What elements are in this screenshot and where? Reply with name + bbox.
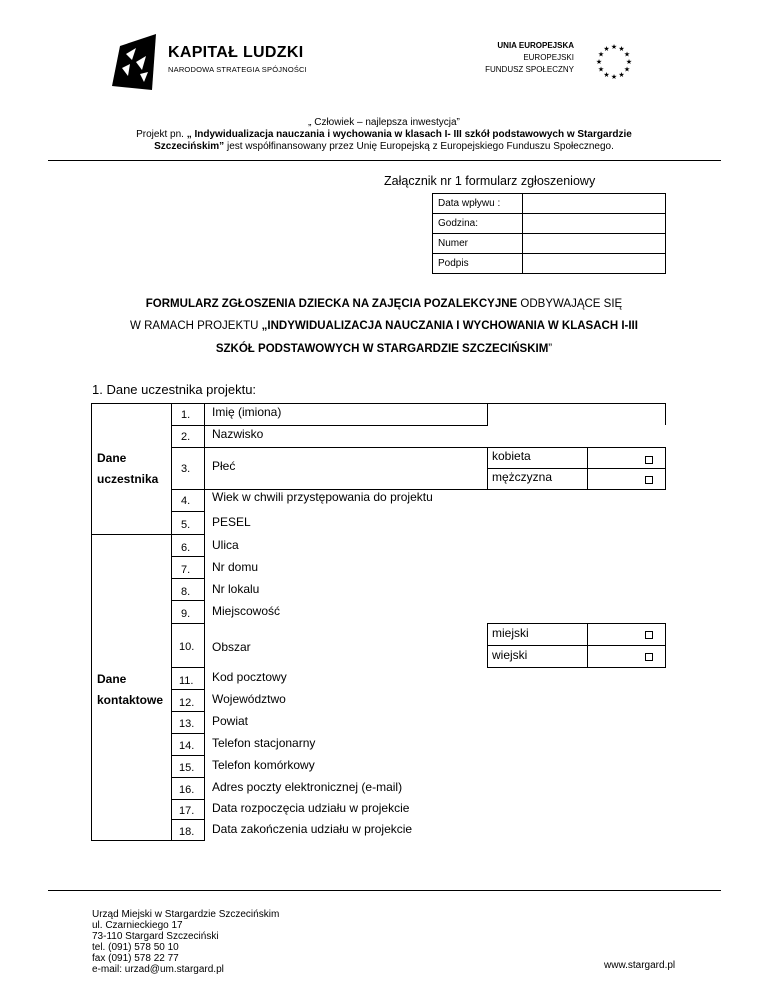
field-label-gender: Płeć [212,459,236,473]
eu-star-icon: ★ [618,45,625,53]
eu-star-icon: ★ [610,43,618,51]
field-label-house-number: Nr domu [212,560,259,574]
field-number: 15. [179,762,195,774]
field-label-voivodeship: Województwo [212,692,286,706]
field-label-end-date: Data zakończenia udziału w projekcie [212,822,413,836]
form-row-line [171,623,205,624]
field-number: 8. [181,586,191,598]
footer-address: Urząd Miejski w Stargardzie Szczecińskim ul. Czarnieckiego 17 73-110 Stargard Szczeciński tel. (091) 578 50 10 fax (091) 578 22 77 e-mail: urzad@um.stargard.pl [92,909,280,975]
eu-star-icon: ★ [625,58,633,66]
motto: „ Człowiek – najlepsza inwestycja” [308,117,460,128]
field-number: 12. [179,697,195,709]
form-row-line [171,600,205,601]
group-contact-line-1: Dane [97,672,127,686]
eu-logo [472,38,648,90]
form-row-line [171,425,488,426]
field-number: 11. [179,675,194,687]
eu-star-icon: ★ [618,71,625,79]
field-label-age: Wiek w chwili przystępowania do projektu [212,490,433,504]
form-row-line [171,777,205,778]
option-rural-label: wiejski [492,648,528,662]
intake-row [433,234,666,254]
eu-star-icon: ★ [623,65,631,74]
option-male-checkbox[interactable] [645,476,653,484]
project-suffix: jest współfinansowany przez Unię Europejską z Europejskiego Funduszu Społecznego. [224,141,614,152]
form-row-line [171,689,205,690]
footer-divider [48,890,721,891]
field-label-pesel: PESEL [212,515,251,529]
field-number: 3. [181,463,191,475]
field-number: 7. [181,564,191,576]
form-group-line [91,534,205,535]
kapital-ludzki-subtitle: NARODOWA STRATEGIA SPÓJNOŚCI [168,65,307,74]
form-title-line-2 [0,320,768,332]
form-row-line [171,556,205,557]
eu-logo-text [485,40,574,76]
form-title-end-3: ” [548,343,553,355]
field-label-postal-code: Kod pocztowy [212,670,287,684]
form-title-normal-2: W RAMACH PROJEKTU [130,320,262,332]
intake-row [433,254,666,274]
form-row-line [171,447,488,448]
kapital-ludzki-title: KAPITAŁ LUDZKI [168,44,304,61]
field-label-county: Powiat [212,714,249,728]
first-name-input[interactable] [488,404,665,425]
field-label-city: Miejscowość [212,604,281,618]
intake-value-cell[interactable] [523,194,666,214]
option-female-label: kobieta [492,449,531,463]
group-participant-label [97,448,158,490]
form-title-normal-1: ODBYWAJĄCE SIĘ [517,298,623,310]
field-label-apartment-number: Nr lokalu [212,582,260,596]
form-col-divider [204,403,205,840]
project-name-2: Szczecińskim” [154,141,225,152]
eu-line-3: FUNDUSZ SPOŁECZNY [485,65,574,74]
field-label-start-date: Data rozpoczęcia udziału w projekcie [212,801,410,815]
field-label-surname: Nazwisko [212,427,264,441]
form-row-line [487,623,666,624]
field-label-landline: Telefon stacjonarny [212,736,316,750]
eu-star-icon: ★ [603,45,610,53]
header-divider [48,160,721,161]
form-title-bold-3: SZKÓŁ PODSTAWOWYCH W STARGARDZIE SZCZECIŃSKIM [215,343,549,355]
field-number: 14. [179,740,195,752]
form-row-line [171,667,205,668]
option-female-checkbox[interactable] [645,456,653,464]
form-col-divider [171,403,172,840]
group-contact-line-2: kontaktowe [97,693,164,707]
form-row-line [487,447,666,448]
form-row-line [487,645,666,646]
field-number: 1. [181,409,191,421]
form-row-line [171,511,205,512]
project-line-2 [0,141,768,152]
field-number: 4. [181,495,191,507]
eu-star-icon: ★ [623,50,631,59]
field-number: 16. [179,784,195,796]
form-row-line [487,667,666,668]
option-rural-checkbox[interactable] [645,653,653,661]
kapital-ludzki-emblem-icon [112,34,160,90]
field-number: 6. [181,542,191,554]
eu-star-icon: ★ [610,73,618,81]
kapital-ludzki-logo [112,34,322,90]
form-row-line [171,799,205,800]
eu-star-icon: ★ [597,65,605,74]
option-urban-label: miejski [492,626,529,640]
field-label-street: Ulica [212,538,239,552]
field-number: 10. [179,641,195,653]
group-contact-label [97,669,163,711]
eu-line-2: EUROPEJSKI [523,53,574,62]
form-title-bold-2: „INDYWIDUALIZACJA NAUCZANIA I WYCHOWANIA W KLASACH I-III [261,320,638,332]
form-title-line-3 [0,343,768,355]
field-label-area: Obszar [212,640,251,654]
group-participant-line-1: Dane [97,451,127,465]
eu-star-icon: ★ [595,58,603,66]
field-number: 5. [181,519,191,531]
footer-website: www.stargard.pl [604,960,676,971]
form-row-line [171,733,205,734]
intake-label: Godzina: [433,214,523,234]
intake-value-cell[interactable] [523,254,666,274]
option-urban-checkbox[interactable] [645,631,653,639]
field-label-email: Adres poczty elektronicznej (e-mail) [212,780,403,794]
option-male-label: mężczyzna [492,470,553,484]
form-title-line-1 [0,298,768,310]
form-row-line [487,468,666,469]
eu-star-icon: ★ [603,71,610,79]
project-prefix: Projekt pn. [136,129,187,140]
field-label-first-name: Imię (imiona) [212,405,282,419]
field-number: 18. [179,826,195,838]
project-name-1: „ Indywidualizacja nauczania i wychowania w klasach I- III szkół podstawowych w Stargardzie [186,129,632,140]
form-border-left [91,403,92,840]
field-number: 2. [181,431,191,443]
field-number: 13. [179,718,195,730]
eu-flag-icon [580,38,648,86]
eu-line-1: UNIA EUROPEJSKA [497,41,574,50]
form-title-bold-1: FORMULARZ ZGŁOSZENIA DZIECKA NA ZAJĘCIA POZALEKCYJNE [145,298,518,310]
project-line-1 [0,129,768,140]
field-number: 17. [179,805,195,817]
intake-label: Numer [433,234,523,254]
intake-value-cell[interactable] [523,234,666,254]
intake-value-cell[interactable] [523,214,666,234]
intake-label: Data wpływu : [433,194,523,214]
intake-row [433,214,666,234]
form-row-line [171,711,205,712]
group-participant-line-2: uczestnika [97,472,159,486]
intake-table [432,193,666,274]
eu-star-icon: ★ [597,50,605,59]
field-label-mobile: Telefon komórkowy [212,758,315,772]
form-row-line [171,819,205,820]
attachment-title: Załącznik nr 1 formularz zgłoszeniowy [384,174,596,188]
section-1-title: 1. Dane uczestnika projektu: [92,382,257,397]
form-row-line [171,578,205,579]
intake-label: Podpis [433,254,523,274]
form-border-bottom [91,840,205,841]
intake-row [433,194,666,214]
form-border-right [665,403,666,425]
field-number: 9. [181,608,191,620]
form-row-line [171,755,205,756]
